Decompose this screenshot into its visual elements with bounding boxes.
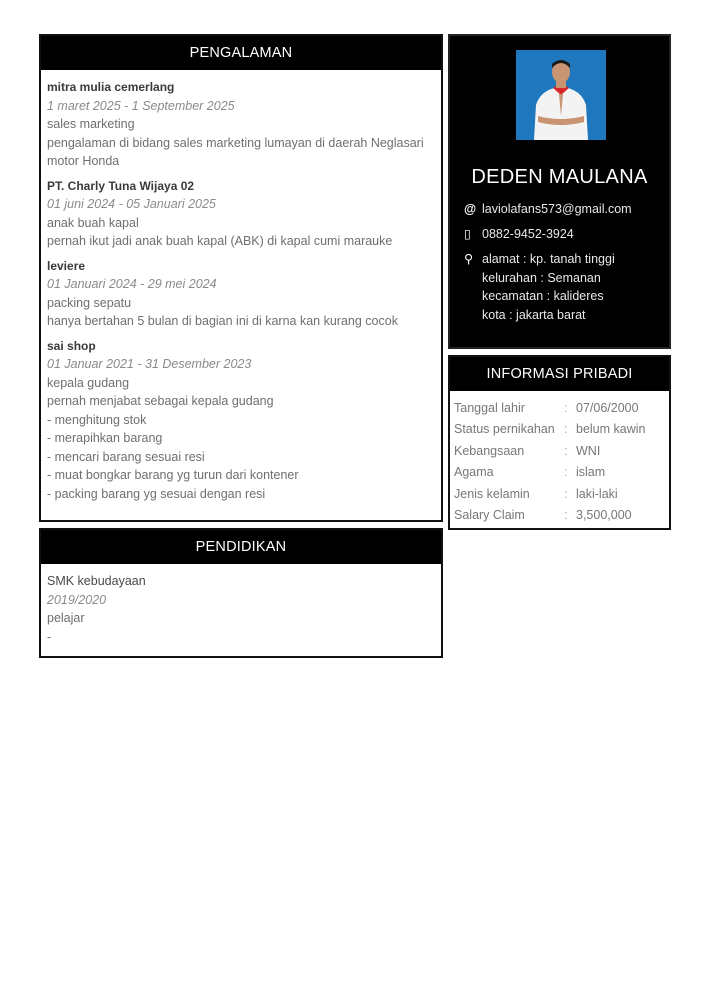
email-row xyxy=(464,200,632,219)
address-line: kecamatan : kalideres xyxy=(482,289,604,303)
period: 01 Januari 2024 - 29 mei 2024 xyxy=(47,277,217,291)
period: 1 maret 2025 - 1 September 2025 xyxy=(47,98,235,113)
company-name: mitra mulia cemerlang xyxy=(47,80,175,94)
company-name: leviere xyxy=(47,258,86,273)
info-row xyxy=(454,483,645,505)
personal-info-section xyxy=(448,355,671,530)
description-line: - packing barang yg sesuai dengan resi xyxy=(47,486,266,501)
experience-title: PENGALAMAN xyxy=(41,36,441,70)
info-value: 3,500,000 xyxy=(576,508,632,523)
info-row xyxy=(454,505,645,527)
description-line: pernah ikut jadi anak buah kapal (ABK) di kapal cumi marauke xyxy=(47,234,393,248)
description-line: - menghitung stok xyxy=(47,412,147,427)
address-line: kota : jakarta barat xyxy=(482,307,586,322)
info-row xyxy=(454,419,645,441)
period: 01 juni 2024 - 05 Januari 2025 xyxy=(47,197,216,211)
info-label: Tanggal lahir xyxy=(454,400,525,415)
address-line: alamat : kp. tanah tinggi xyxy=(482,252,615,266)
info-label: Jenis kelamin xyxy=(454,486,530,501)
period: 01 Januar 2021 - 31 Desember 2023 xyxy=(47,357,252,371)
profile-card xyxy=(448,34,671,349)
person-photo-icon xyxy=(516,50,606,140)
education-entry xyxy=(47,572,435,646)
period: 2019/2020 xyxy=(47,592,107,607)
personal-info-title: INFORMASI PRIBADI xyxy=(450,357,669,391)
experience-entry xyxy=(47,78,435,171)
phone-text[interactable]: 0882-9452-3924 xyxy=(482,227,574,241)
description-line: hanya bertahan 5 bulan di bagian ini di karna kan kurang cocok xyxy=(47,314,398,328)
address-line: kelurahan : Semanan xyxy=(482,270,601,285)
info-separator: : xyxy=(564,400,568,415)
info-value: belum kawin xyxy=(576,422,646,437)
info-separator: : xyxy=(564,508,568,523)
info-row xyxy=(454,397,645,419)
experience-entry xyxy=(47,177,435,251)
profile-photo xyxy=(516,50,606,140)
role: packing sepatu xyxy=(47,295,132,310)
address-block xyxy=(464,250,615,324)
description-line: pengalaman di bidang sales marketing lumayan di daerah Neglasari xyxy=(47,135,424,150)
description-line: - merapihkan barang xyxy=(47,431,163,445)
description-line: - xyxy=(47,629,52,644)
company-name: sai shop xyxy=(47,338,96,353)
info-label: Agama xyxy=(454,465,494,480)
email-text[interactable]: laviolafans573@gmail.com xyxy=(482,202,632,216)
info-value: islam xyxy=(576,465,606,480)
info-row xyxy=(454,440,645,462)
education-title: PENDIDIKAN xyxy=(41,530,441,564)
info-label: Salary Claim xyxy=(454,508,525,523)
role: pelajar xyxy=(47,611,85,625)
info-separator: : xyxy=(564,486,568,501)
personal-info-table xyxy=(454,397,645,526)
info-separator: : xyxy=(564,443,568,458)
info-label: Status pernikahan xyxy=(454,422,555,437)
role: anak buah kapal xyxy=(47,215,139,230)
description-line: pernah menjabat sebagai kepala gudang xyxy=(47,394,274,408)
location-pin-icon: ⚲ xyxy=(464,252,474,266)
info-value: laki-laki xyxy=(576,486,618,501)
info-value: 07/06/2000 xyxy=(576,400,639,415)
role: kepala gudang xyxy=(47,375,130,390)
full-name: DEDEN MAULANA xyxy=(471,166,648,188)
phone-icon: ▯ xyxy=(464,227,471,241)
experience-entry xyxy=(47,337,435,504)
info-label: Kebangsaan xyxy=(454,443,525,458)
info-row xyxy=(454,462,645,484)
description-line: - muat bongkar barang yg turun dari kontener xyxy=(47,468,299,482)
email-at-icon: @ xyxy=(464,202,477,216)
role: sales marketing xyxy=(47,117,135,131)
company-name: PT. Charly Tuna Wijaya 02 xyxy=(47,178,195,193)
experience-section xyxy=(39,34,443,522)
info-separator: : xyxy=(564,422,568,437)
phone-row xyxy=(464,225,574,244)
description-line: motor Honda xyxy=(47,154,120,168)
school-name: SMK kebudayaan xyxy=(47,574,146,588)
info-separator: : xyxy=(564,465,568,480)
description-line: - mencari barang sesuai resi xyxy=(47,449,205,464)
education-section xyxy=(39,528,443,658)
experience-entry xyxy=(47,257,435,331)
info-value: WNI xyxy=(576,443,601,458)
